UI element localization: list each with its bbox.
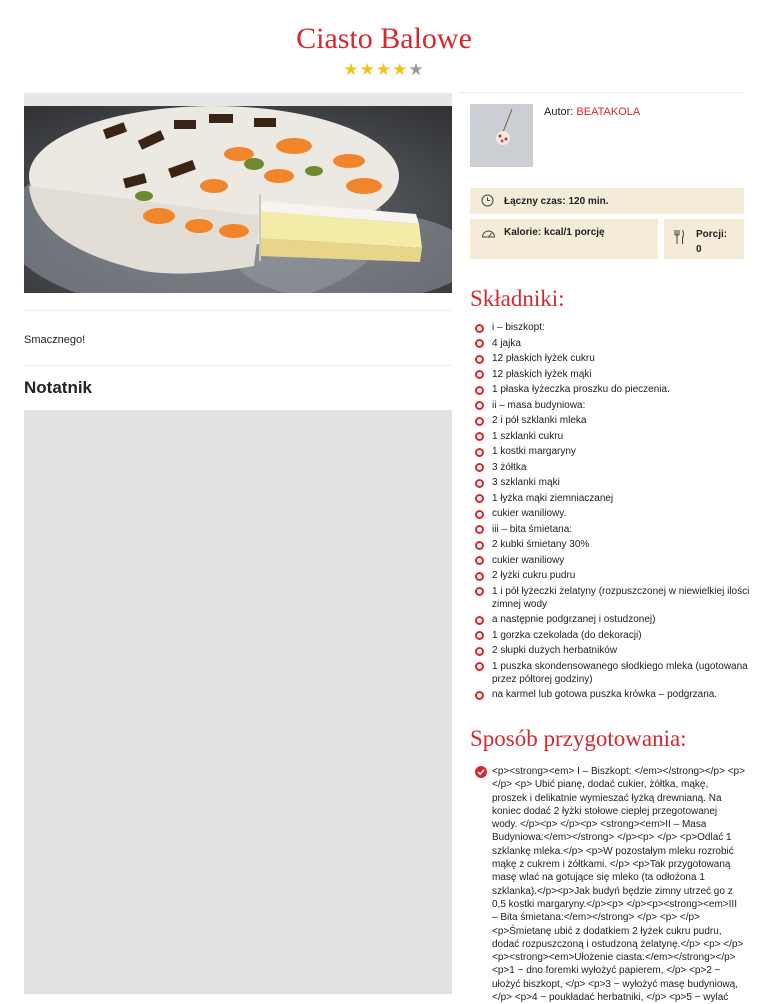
ingredient-text: 1 i pół łyżeczki żelatyny (rozpuszczonej w niewielkiej ilości zimnej wody bbox=[492, 585, 750, 610]
bullet-icon bbox=[475, 370, 484, 379]
ingredient-text: 2 i pół szklanki mleka bbox=[492, 415, 587, 426]
bullet-icon bbox=[475, 355, 484, 364]
bullet-icon bbox=[475, 324, 484, 333]
photo-header-bar bbox=[24, 93, 452, 106]
portions bbox=[696, 227, 727, 257]
bullet-icon bbox=[475, 691, 484, 700]
ingredient-text: 2 łyżki cukru pudru bbox=[492, 570, 576, 581]
ingredient-text: 12 płaskich łyżek cukru bbox=[492, 353, 595, 364]
ingredient-text: 1 szklanki cukru bbox=[492, 430, 564, 442]
ingredient-text: 1 łyżka mąki ziemniaczanej bbox=[492, 492, 614, 504]
ingredient-text: 3 szklanki mąki bbox=[492, 477, 560, 488]
ingredient-item bbox=[470, 644, 750, 657]
ingredients-list bbox=[470, 321, 750, 704]
bullet-icon bbox=[475, 647, 484, 656]
preparation-text: <p><strong><em> I – Biszkopt: </em></strong></p> <p> </p> <p> Ubić pianę, dodać cukier, żółtka, mąkę, proszek i delikatnie wymieszać łyżką drewnianą. Na koniec dodać 2 łyżki stołowe ciepłej przegotowanej wody. </p><p> </p><p> <strong><em>II – Masa Budyniowa:</em></strong> </p><p> </p> <p>Odlać 1 szklankę mleka.</p> <p>W pozostałym mleku rozrobić mąkę z cukrem i żółtkami. </p> <p>Tak przygotowaną masę wlać na gotujące się mleko (ta odłożona 1 szklanka).</p><p>Jak budyń będzie zimny utrzeć go z 0,5 kostki margaryny.</p><p> </p><p><strong><em>III – Bita śmietana:</em></strong> </p> <p> </p> <p>Śmietanę ubić z dodatkiem 2 łyżek cukru pudru, dodać rozpuszczoną i ostudzoną żelatynę.</p> <p> </p> <p><strong><em>Ułożenie ciasta:</em></strong></p> <p>1 − dno foremki wyłożyć papierem, </p> <p>2 − ułożyć biszkopt, </p> <p>3 − wyłożyć masę budyniową, </p> <p>4 − poukładać herbatniki, </p> <p>5 − wylać bbox=[492, 766, 745, 1004]
divider bbox=[24, 365, 452, 366]
preparation-step bbox=[470, 765, 745, 1004]
ingredient-text: cukier waniliowy bbox=[492, 554, 565, 566]
portions-label: Porcji: bbox=[696, 229, 728, 240]
ingredient-item bbox=[470, 430, 750, 443]
ingredient-text: 1 kostki margaryny bbox=[492, 446, 576, 457]
ingredient-item bbox=[470, 523, 750, 536]
bullet-icon bbox=[475, 448, 484, 457]
bullet-icon bbox=[475, 463, 484, 472]
bullet-icon bbox=[475, 572, 484, 581]
total-time-box bbox=[470, 188, 744, 214]
ingredient-text: 3 żółtka bbox=[492, 461, 527, 473]
bullet-icon bbox=[475, 479, 484, 488]
bullet-icon bbox=[475, 631, 484, 640]
checkmark-icon[interactable] bbox=[475, 766, 487, 778]
notes-area[interactable] bbox=[24, 410, 452, 994]
clock-icon bbox=[481, 194, 494, 210]
bullet-icon bbox=[475, 432, 484, 441]
bullet-icon bbox=[475, 616, 484, 625]
total-time: Łączny czas: 120 min. bbox=[504, 196, 609, 207]
portions-box bbox=[664, 219, 744, 259]
ingredient-text: iii – bita śmietana: bbox=[492, 523, 573, 535]
bullet-icon bbox=[475, 510, 484, 519]
ingredient-text: a następnie podgrzanej i ostudzonej) bbox=[492, 614, 656, 625]
calories: Kalorie: kcal/1 porcję bbox=[504, 227, 605, 238]
ingredient-item bbox=[470, 476, 750, 489]
divider bbox=[459, 92, 744, 93]
star-icon[interactable]: ★ bbox=[375, 60, 393, 79]
recipe-photo[interactable] bbox=[24, 106, 452, 293]
author-label: Autor: bbox=[544, 106, 574, 118]
ingredient-item bbox=[470, 660, 750, 686]
ingredient-item bbox=[470, 352, 750, 365]
ingredient-item bbox=[470, 538, 750, 551]
calories-box bbox=[470, 219, 658, 259]
bullet-icon bbox=[475, 556, 484, 565]
author-line bbox=[544, 106, 640, 118]
ingredient-item bbox=[470, 399, 750, 412]
author-avatar[interactable] bbox=[470, 104, 533, 167]
ingredients-heading: Składniki: bbox=[470, 286, 565, 311]
closing-text: Smacznego! bbox=[24, 334, 86, 346]
bullet-icon bbox=[475, 525, 484, 534]
bullet-icon bbox=[475, 662, 484, 671]
bullet-icon bbox=[475, 339, 484, 348]
star-icon[interactable]: ★ bbox=[392, 60, 409, 79]
recipe-title: Ciasto Balowe bbox=[296, 22, 472, 55]
ingredient-item bbox=[470, 445, 750, 458]
ingredient-text: 12 płaskich łyżek mąki bbox=[492, 368, 592, 380]
bullet-icon bbox=[475, 587, 484, 596]
ingredient-text: 1 gorzka czekolada (do dekoracji) bbox=[492, 629, 642, 641]
ingredient-item bbox=[470, 569, 750, 582]
photo-footer bbox=[24, 293, 452, 311]
ingredient-item bbox=[470, 629, 750, 642]
ingredient-text: ii – masa budyniowa: bbox=[492, 399, 586, 411]
star-icon[interactable]: ★ bbox=[343, 60, 360, 79]
ingredient-text: na karmel lub gotowa puszka krówka – podgrzana. bbox=[492, 689, 718, 700]
cutlery-icon bbox=[673, 229, 685, 248]
gauge-icon bbox=[481, 227, 496, 242]
ingredient-item bbox=[470, 613, 750, 626]
ingredient-item bbox=[470, 368, 750, 381]
ingredient-text: 4 jajka bbox=[492, 337, 521, 349]
ingredient-item bbox=[470, 383, 750, 396]
notes-title: Notatnik bbox=[24, 378, 92, 397]
ingredient-text: 2 słupki dużych herbatników bbox=[492, 645, 618, 656]
preparation-heading: Sposób przygotowania: bbox=[470, 726, 687, 751]
ingredient-item bbox=[470, 461, 750, 474]
ingredient-text: 1 puszka skondensowanego słodkiego mleka (ugotowana przez półtorej godziny) bbox=[492, 660, 748, 685]
bullet-icon bbox=[475, 541, 484, 550]
star-icon[interactable]: ★ bbox=[408, 60, 425, 79]
ingredient-item bbox=[470, 507, 750, 520]
bullet-icon bbox=[475, 401, 484, 410]
bullet-icon bbox=[475, 386, 484, 395]
ingredient-item bbox=[470, 585, 750, 611]
star-icon[interactable]: ★ bbox=[359, 60, 376, 79]
author-link[interactable]: BEATAKOLA bbox=[576, 106, 641, 118]
rating-stars[interactable] bbox=[0, 60, 768, 80]
ingredient-item bbox=[470, 337, 750, 350]
ingredient-text: cukier waniliowy. bbox=[492, 508, 567, 519]
ingredient-text: 1 płaska łyżeczka proszku do pieczenia. bbox=[492, 384, 670, 395]
ingredient-item bbox=[470, 554, 750, 567]
ingredient-text: i – biszkopt: bbox=[492, 322, 545, 333]
bullet-icon bbox=[475, 494, 484, 503]
ingredient-item bbox=[470, 321, 750, 334]
bullet-icon bbox=[475, 417, 484, 426]
portions-value: 0 bbox=[696, 244, 702, 255]
ingredient-text: 2 kubki śmietany 30% bbox=[492, 539, 590, 550]
ingredient-item bbox=[470, 492, 750, 505]
ingredient-item bbox=[470, 688, 750, 701]
ingredient-item bbox=[470, 414, 750, 427]
